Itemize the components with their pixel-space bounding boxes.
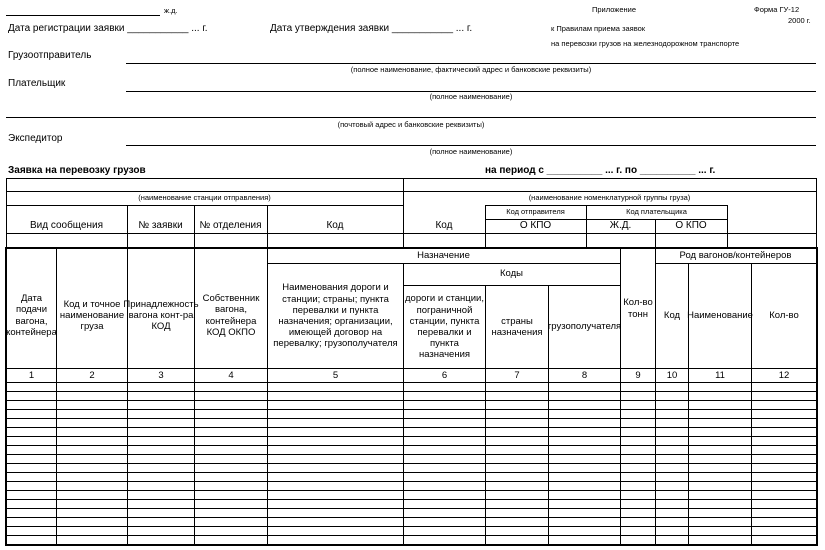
table-row-line: [6, 427, 816, 428]
col-number: 7: [514, 369, 520, 381]
payer-address-note: (почтовый адрес и банковские реквизиты): [337, 120, 485, 129]
table-row-line: [6, 454, 816, 455]
col-number: 4: [228, 369, 234, 381]
codes-header: Коды: [500, 268, 523, 280]
upper-right-border: [816, 178, 817, 248]
shipper-note: (полное наименование, фактический адрес и банковские реквизиты): [350, 65, 592, 74]
upper-line-1: [6, 191, 816, 192]
payer-code-label: Код плательщика: [626, 207, 687, 216]
wagon-kind-header: Род вагонов/контейнеров: [679, 249, 792, 261]
col-9-header: Кол-во тонн: [623, 297, 653, 320]
col-5-header: Наименования дороги и станции; страны; пункта перевалки и пункта назначения; организации, имеющей договор на перевалку; грузополучателя: [273, 282, 398, 350]
col-number: 3: [158, 369, 164, 381]
table-row-line: [6, 391, 816, 392]
upper-line-4: [6, 233, 816, 234]
col-number: 10: [666, 369, 678, 381]
table-row-line: [6, 463, 816, 464]
col-6-header: дороги и станции, пограничной станции, пункта перевалки и пункта назначения: [405, 293, 484, 361]
col-7-header: страны назначения: [491, 315, 543, 338]
main-table-bottom: [5, 544, 818, 546]
message-type-label: Вид сообщения: [29, 220, 104, 231]
col-3-header: Принадлежность вагона конт-ра КОД: [123, 298, 199, 333]
table-row-line: [6, 436, 816, 437]
col-number: 5: [332, 369, 339, 381]
col-number: 8: [581, 369, 588, 381]
forwarder-line: [126, 145, 816, 146]
station-note: (наименование станции отправления): [138, 193, 271, 202]
col-8-header: грузополучателя: [547, 321, 622, 333]
main-table-right: [816, 247, 818, 546]
col-number: 11: [715, 369, 725, 381]
table-row-line: [6, 400, 816, 401]
form-label: Форма ГУ-12: [754, 5, 800, 14]
request-title: Заявка на перевозку грузов: [8, 165, 146, 176]
payer-label: Плательщик: [8, 78, 66, 89]
code-left-label: Код: [326, 220, 344, 231]
col-number: 9: [635, 369, 641, 381]
table-row-line: [6, 517, 816, 518]
branch-number-label: № отделения: [199, 220, 262, 231]
destination-header: Назначение: [417, 249, 470, 261]
forwarder-label: Экспедитор: [8, 133, 63, 144]
table-row-line: [6, 535, 816, 536]
col-12-header: Кол-во: [769, 310, 799, 322]
table-row-line: [6, 490, 816, 491]
shipper-label: Грузоотправитель: [8, 50, 92, 61]
upper-left-border: [6, 178, 7, 248]
code-right-label: Код: [435, 220, 453, 231]
col-number: 1: [28, 369, 35, 381]
col-11-header: Наименование: [687, 310, 753, 322]
col-2-header: Код и точное наименование груза: [59, 298, 125, 333]
col-4-header: Собственник вагона, контейнера КОД ОКПО: [202, 293, 260, 338]
table-row-line: [6, 445, 816, 446]
nomenclature-note: (наименование номенклатурной группы груза): [528, 193, 691, 202]
numbers-bottom-line: [6, 382, 816, 383]
upper-table-top: [6, 178, 816, 179]
payer-okpo: О КПО: [675, 220, 707, 231]
col-number: 12: [778, 369, 790, 381]
col-1-header: Дата подачи вагона, контейнера: [6, 293, 57, 338]
table-row-line: [6, 499, 816, 500]
col-10-header: Код: [663, 310, 681, 322]
request-period: на период с __________ ... г. по __________ ... г.: [485, 165, 716, 176]
rules-line-1: к Правилам приема заявок: [551, 24, 646, 33]
railway-suffix: ж.д.: [164, 6, 178, 15]
payer-railway: Ж.Д.: [609, 220, 632, 231]
sender-okpo: О КПО: [519, 220, 552, 231]
sender-code-label: Код отправителя: [506, 207, 565, 216]
col-number: 2: [89, 369, 95, 381]
form-year: 2000 г.: [788, 16, 811, 25]
upper-line-2b: [485, 205, 727, 206]
approval-date: Дата утверждения заявки ___________ ... г.: [270, 23, 473, 34]
table-row-line: [6, 481, 816, 482]
registration-date: Дата регистрации заявки ___________ ... г.: [8, 23, 208, 34]
forwarder-note: (полное наименование): [429, 147, 513, 156]
payer-address-line: [6, 117, 816, 118]
upper-line-2a: [6, 205, 403, 206]
request-number-label: № заявки: [138, 220, 183, 231]
appendix-label: Приложение: [592, 5, 636, 14]
rules-line-2: на перевозки грузов на железнодорожном транспорте: [551, 39, 740, 48]
table-row-line: [6, 508, 816, 509]
upper-mid-border: [403, 178, 404, 248]
table-row-line: [6, 418, 816, 419]
table-row-line: [6, 526, 816, 527]
col-number: 6: [441, 369, 448, 381]
table-row-line: [6, 472, 816, 473]
table-row-line: [6, 409, 816, 410]
payer-note: (полное наименование): [429, 92, 513, 101]
railway-name-line: [6, 15, 160, 16]
upper-col-9: [727, 205, 728, 248]
shipper-line: [126, 63, 816, 64]
